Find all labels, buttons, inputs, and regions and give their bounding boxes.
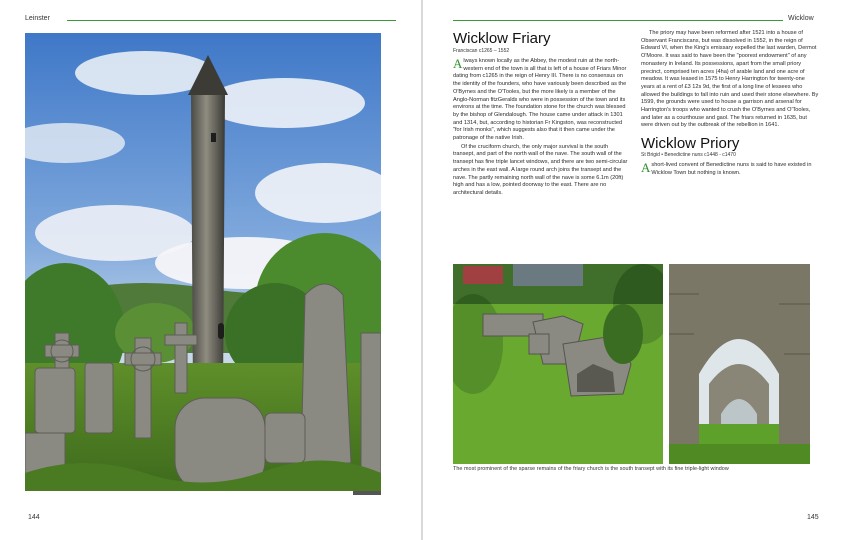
priory-paragraph-1-text: short-lived convent of Benedictine nuns is said to have existed in Wicklow Town but nothing is known. [651,162,812,176]
section-title-priory: Wicklow Priory [641,135,740,153]
transept-arch-photo [669,264,810,464]
friary-paragraph-3: The priory may have been reformed after 1521 into a house of Observant Franciscans, but was dissolved in 1552, in the reign of Edward VI, when the King's emissary expelled the last warden, Dermot O'Moore. It was said to have been the "poorest endowment" of any monastery in Ireland. Its possessions, apart from the small priory precinct, comprised ten acres (4ha) of arable land and one acre of meadow. It was leased in 1575 to Henry Harrington for twenty-one years at a rent of £3 12s 9d, the first of a long line of lessees who allowed the buildings to fall into ruin and used their stone elsewhere. By 1599, the grounds were used to house a garrison and arsenal for Harrington's troops who wanted to crush the O'Byrnes and O'Tooles, and later as a courthouse and gaol. The friars returned in 1635, but were driven out by the outbreak of the rebellion in 1641. [641,30,819,129]
running-head-left: Leinster [25,15,50,22]
section-meta-priory: St Brigid • Benedictine nuns c1448 - c1470 [641,152,736,159]
header-rule-right [453,20,783,21]
section-title-friary: Wicklow Friary [453,30,551,47]
folio-left: 144 [28,514,40,521]
friary-paragraph-1 [453,58,631,143]
section-meta-friary: Franciscan c1265 – 1552 [453,48,510,54]
text-column-2 [641,30,819,179]
right-page [423,0,845,540]
round-tower-photo [25,33,381,491]
photo-caption: The most prominent of the sparse remains of the friary church is the south transept with its fine triple-light window [453,466,729,472]
friary-aerial-photo [453,264,663,464]
left-page [0,0,422,540]
photo-marker [353,491,381,495]
friary-paragraph-1-text: lways known locally as the Abbey, the modest ruin at the north-western end of the town is all that is left of a house of Friars Minor dating from c1265 in the reign of Henry III. There is no consensus on the identity of the founders, who have variously been described as the O'Byrnes and the O'Tooles, but the more likely is a member of the Anglo-Norman fitzGeralds who were in possession of the town and its environs at the time. The foundation stone for the church was blessed by the bishop of Glendalough. The house came under attack in 1301 and 1314, but, according to historian Fr Kingston, was reconstructed "for Irish monks", which suggests also that it then came under the patronage of the native Irish. [453,58,627,142]
priory-paragraph-1 [641,162,819,177]
text-column-1 [453,30,631,199]
header-rule-left [67,20,396,21]
drop-cap-friary: A [453,56,463,71]
running-head-right: Wicklow [788,15,814,22]
folio-right: 145 [807,514,819,521]
drop-cap-priory: A [641,160,651,176]
friary-paragraph-2: Of the cruciform church, the only major survival is the south transept, and part of the north wall of the nave. The south wall of the transept has fine triple lancet windows, and there are two semi-circular arches in the east wall. A large round arch joins the transept and the nave. The partly remaining north wall of the nave is some 6.1m (20ft) high and has a low, pointed doorway to the east. There are no architectural details. [453,143,628,196]
